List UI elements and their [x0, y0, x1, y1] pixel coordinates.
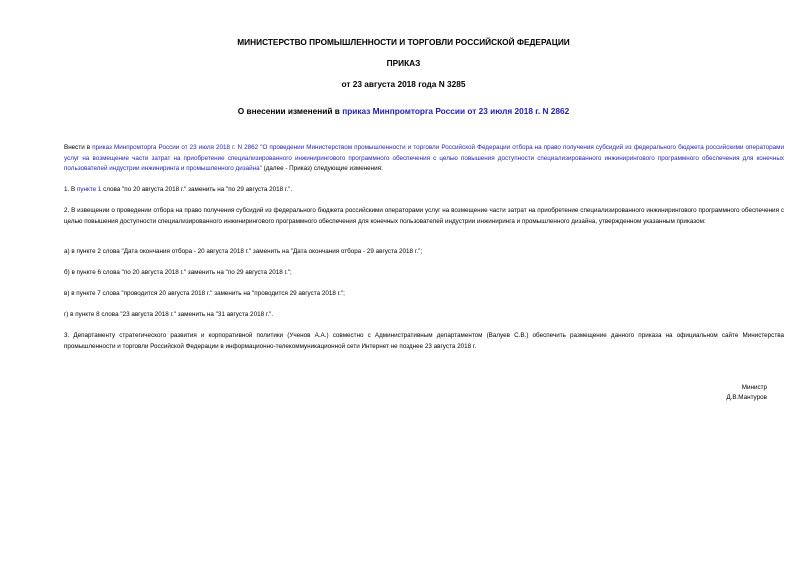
ministry-heading: МИНИСТЕРСТВО ПРОМЫШЛЕННОСТИ И ТОРГОВЛИ РОССИЙСКОЙ ФЕДЕРАЦИИ — [237, 37, 570, 47]
subitem-g: г) в пункте 8 слова "23 августа 2018 г." заменить на "31 августа 2018 г.". — [64, 311, 274, 318]
item-1-link[interactable]: пункте 1 — [76, 186, 102, 193]
subitem-b: б) в пункте 6 слова "по 20 августа 2018 г." заменить на "по 29 августа 2018 г."; — [64, 269, 292, 276]
item-1-suffix: слова "по 20 августа 2018 г." заменить на "по 29 августа 2018 г.". — [101, 186, 293, 193]
subject-heading — [0, 106, 807, 116]
subitem-a: а) в пункте 2 слова "Дата окончания отбора - 20 августа 2018 г." заменить на "Дата окончания отбора - 29 августа 2018 г."; — [64, 248, 423, 255]
item-1-prefix: 1. В — [64, 186, 77, 193]
date-number-heading: от 23 августа 2018 года N 3285 — [341, 79, 466, 89]
signature-title: Министр — [741, 384, 767, 391]
subitem-v: в) в пункте 7 слова "проводится 20 августа 2018 г." заменить на "проводится 29 августа 2018 г."; — [64, 290, 345, 297]
intro-suffix: (далее - Приказ) следующие изменения: — [261, 165, 383, 173]
subject-prefix: О внесении изменений в — [237, 106, 343, 116]
subject-order-link[interactable]: приказ Минпромторга России от 23 июля 2018 г. N 2862 — [342, 106, 570, 116]
signature-name: Д.В.Мантуров — [726, 394, 767, 401]
intro-order-link[interactable]: приказ Минпромторга России от 23 июля 2018 г. N 2862 "О проведении Министерством промышленности и торговли Российской Федерации отбора на право получения субсидий из федерального бюджета российскими операторами услуг на возмещение части затрат на приобретение специализированного инжинирингового программного обеспечения с целью повышения доступности специализированного инжинирингового программного обеспечения для конечных пользователей индустрии инжиниринга и промышленного дизайна" — [64, 144, 784, 173]
item-2-paragraph: 2. В извещении о проведении отбора на право получения субсидий из федерального бюджета российскими операторами услуг на возмещение части затрат на приобретение специализированного инжинирингового программного обеспечения с целью повышения доступности специализированного инжинирингового программного обеспечения для конечных пользователей индустрии инжиниринга и промышленного дизайна, утвержденном указанным приказом: — [64, 207, 784, 225]
item-3-paragraph: 3. Департаменту стратегического развития и корпоративной политики (Ученов А.А.) совместно с Административным департаментом (Валуев С.В.) обеспечить размещение данного приказа на официальном сайте Министерства промышленности и торговли Российской Федерации в информационно-телекоммуникационной сети Интернет не позднее 23 августа 2018 г. — [64, 332, 784, 350]
doc-type-heading: ПРИКАЗ — [386, 58, 421, 68]
item-1-paragraph — [48, 185, 784, 196]
intro-prefix: Внести в — [64, 144, 93, 151]
intro-paragraph — [48, 143, 784, 175]
